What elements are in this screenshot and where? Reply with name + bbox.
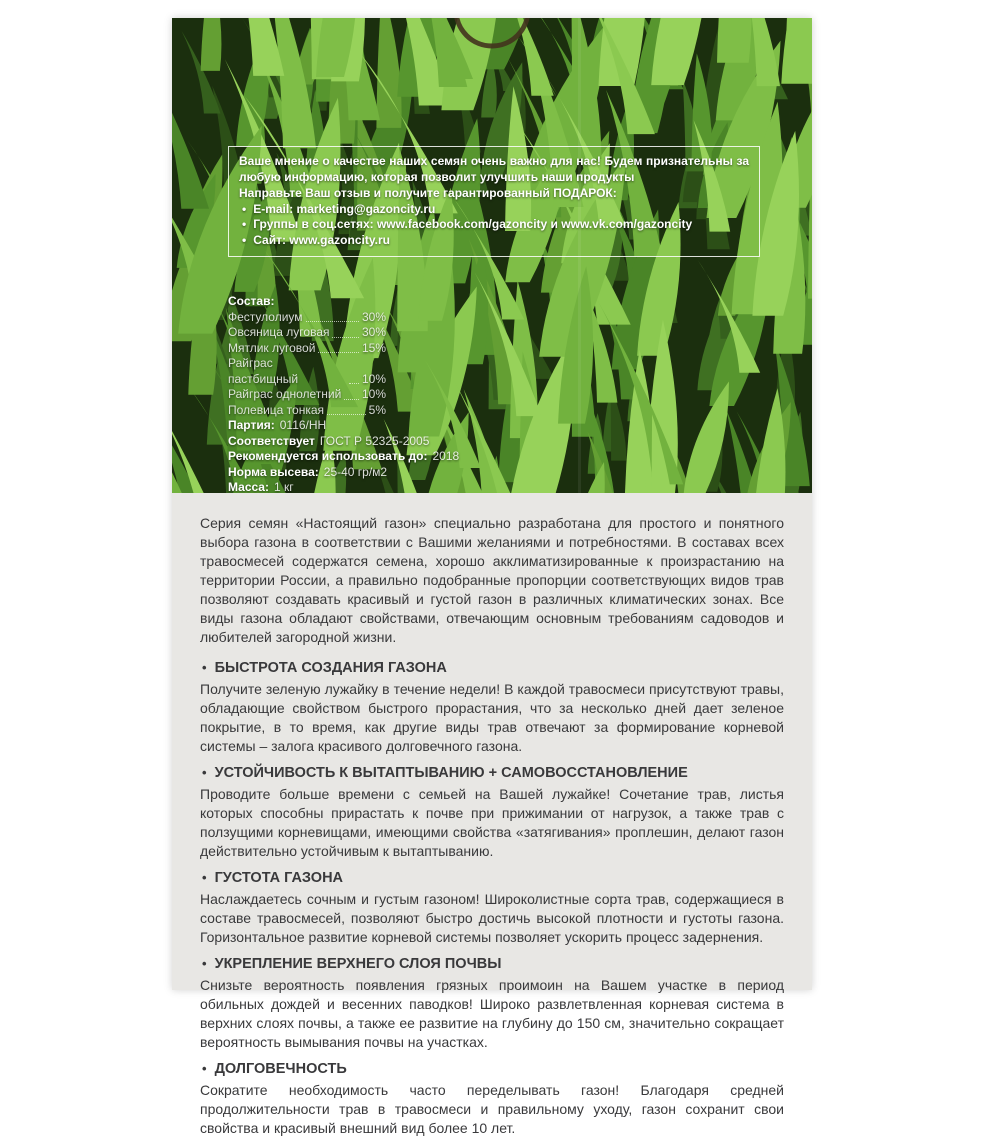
feature-heading: БЫСТРОТА СОЗДАНИЯ ГАЗОНА xyxy=(214,660,447,676)
composition-row xyxy=(228,325,386,341)
feature-heading: ДОЛГОВЕЧНОСТЬ xyxy=(214,1061,347,1077)
description-panel xyxy=(172,493,812,1136)
composition-pct: 10% xyxy=(361,371,386,386)
feature-text: Проводите больше времени с семьей на Вашей лужайке! Сочетание трав, листья которых способны прирастать к почве при прижимании от нагрузок, а также трав с ползущими корневищами, имеющими свойства «затягивания» проплешин, делают газон действительно устойчивым к вытаптыванию. xyxy=(200,786,784,859)
composition-name: Мятлик луговой xyxy=(228,340,316,355)
feature-text: Снизьте вероятность появления грязных проимоин на Вашем участке в период обильных дождей и весенних паводков! Широко развлетвленная корневая система в верхних слоях почвы, а также ее развитие на глубину до 150 см, значительно сокращает вероятность вымывания почвы на участках. xyxy=(200,977,784,1050)
dot-leader xyxy=(327,414,366,415)
bullet-dot: • xyxy=(242,201,247,216)
bullet-dot: • xyxy=(202,765,207,780)
composition-name: Овсяница луговая xyxy=(228,325,330,339)
composition-name: Полевица тонкая xyxy=(228,402,325,417)
composition-pct: 30% xyxy=(361,309,386,324)
feedback-box xyxy=(228,146,760,257)
seed-package-back xyxy=(172,18,812,1136)
composition-name: Райграс однолетний xyxy=(228,387,342,401)
composition-row xyxy=(228,403,386,419)
composition-row xyxy=(228,356,386,387)
detail-line-use-by: Рекомендуется использовать до: 2018 xyxy=(228,449,460,463)
feedback-email: E-mail: marketing@gazoncity.ru xyxy=(253,201,436,216)
feature-section-speed xyxy=(200,658,784,756)
feedback-bullet xyxy=(239,202,749,218)
composition-row xyxy=(228,310,386,326)
feedback-social: Группы в соц.сетях: www.facebook.com/gazoncity и www.vk.com/gazoncity xyxy=(253,217,693,231)
composition-pct: 5% xyxy=(368,402,386,417)
bullet-dot: • xyxy=(242,232,247,247)
dot-leader xyxy=(332,337,358,338)
detail-line-weight: Масса: 1 кг xyxy=(228,480,294,493)
feature-text: Получите зеленую лужайку в течение недели! В каждой травосмеси присутствуют травы, обладающие свойством быстрого прорастания, что за несколько дней дает зеленое покрытие, в то время, как другие виды трав отвечают за формирование корневой системы – залога красивого долговечного газона. xyxy=(200,681,784,754)
feature-section-soil xyxy=(200,954,784,1052)
detail-line-gost: Соответствует ГОСТ Р 52325-2005 xyxy=(228,433,430,448)
bullet-dot: • xyxy=(202,956,207,971)
composition-pct: 15% xyxy=(361,340,386,355)
feedback-intro: Ваше мнение о качестве наших семян очень важно для нас! Будем признательны за любую информацию, которая позволит улучшить наши продукты xyxy=(239,154,749,184)
composition-block xyxy=(228,294,768,493)
composition-name: Райграс пастбищный xyxy=(228,356,299,386)
feature-section-longevity xyxy=(200,1059,784,1138)
bullet-dot: • xyxy=(242,217,247,231)
feature-section-density xyxy=(200,868,784,947)
detail-line-seeding-rate: Норма высева: 25-40 гр/м2 xyxy=(228,464,388,479)
composition-pct: 10% xyxy=(361,387,386,401)
composition-title: Состав: xyxy=(228,294,275,308)
grass-photo xyxy=(172,18,812,493)
feedback-bullet xyxy=(239,233,749,249)
detail-line-lot: Партия: 0116/НН xyxy=(228,418,327,432)
dot-leader xyxy=(349,383,359,384)
description-intro: Серия семян «Настоящий газон» специально разработана для простого и понятного выбора газона в соответствии с Вашими желаниями и потребностями. В составах всех травосмесей содержатся семена, хорошо акклиматизированные к произрастанию на территории России, а правильно подобранные пропорции соответствующих видов трав позволяют создавать красивый и густой газон в различных климатических зонах. Все виды газона обладают свойствами, отвечающим основным требованиям садоводов и любителей загородной жизни. xyxy=(200,515,784,645)
dot-leader xyxy=(306,321,359,322)
composition-pct: 30% xyxy=(361,325,386,339)
feature-heading: ГУСТОТА ГАЗОНА xyxy=(214,870,344,886)
feature-heading: УКРЕПЛЕНИЕ ВЕРХНЕГО СЛОЯ ПОЧВЫ xyxy=(214,956,502,972)
bullet-dot: • xyxy=(202,1061,207,1076)
bullet-dot: • xyxy=(202,870,207,885)
dot-leader xyxy=(344,399,359,400)
feedback-cta: Направьте Ваш отзыв и получите гарантированный ПОДАРОК: xyxy=(239,186,617,200)
feature-section-durability xyxy=(200,763,784,861)
feedback-site: Сайт: www.gazoncity.ru xyxy=(253,232,390,247)
composition-row xyxy=(228,341,386,357)
feature-text: Наслаждаетесь сочным и густым газоном! Широколистные сорта трав, содержащиеся в составе травосмесей, позволяют быстро достичь высокой плотности и густоты газона. Горизонтальное развитие корневой системы позволяет ускорить процесс задернения. xyxy=(200,891,784,945)
composition-name: Фестулолиум xyxy=(228,309,303,324)
feature-heading: УСТОЙЧИВОСТЬ К ВЫТАПТЫВАНИЮ + САМОВОССТАНОВЛЕНИЕ xyxy=(214,765,688,781)
dot-leader xyxy=(318,352,359,353)
feedback-bullet xyxy=(239,217,749,233)
bullet-dot: • xyxy=(202,660,207,675)
feature-text: Сократите необходимость часто переделывать газон! Благодаря средней продолжительности трав в травосмеси и правильному уходу, газон сохранит свои свойства и красивый внешний вид более 10 лет. xyxy=(200,1082,784,1136)
composition-row xyxy=(228,387,386,403)
